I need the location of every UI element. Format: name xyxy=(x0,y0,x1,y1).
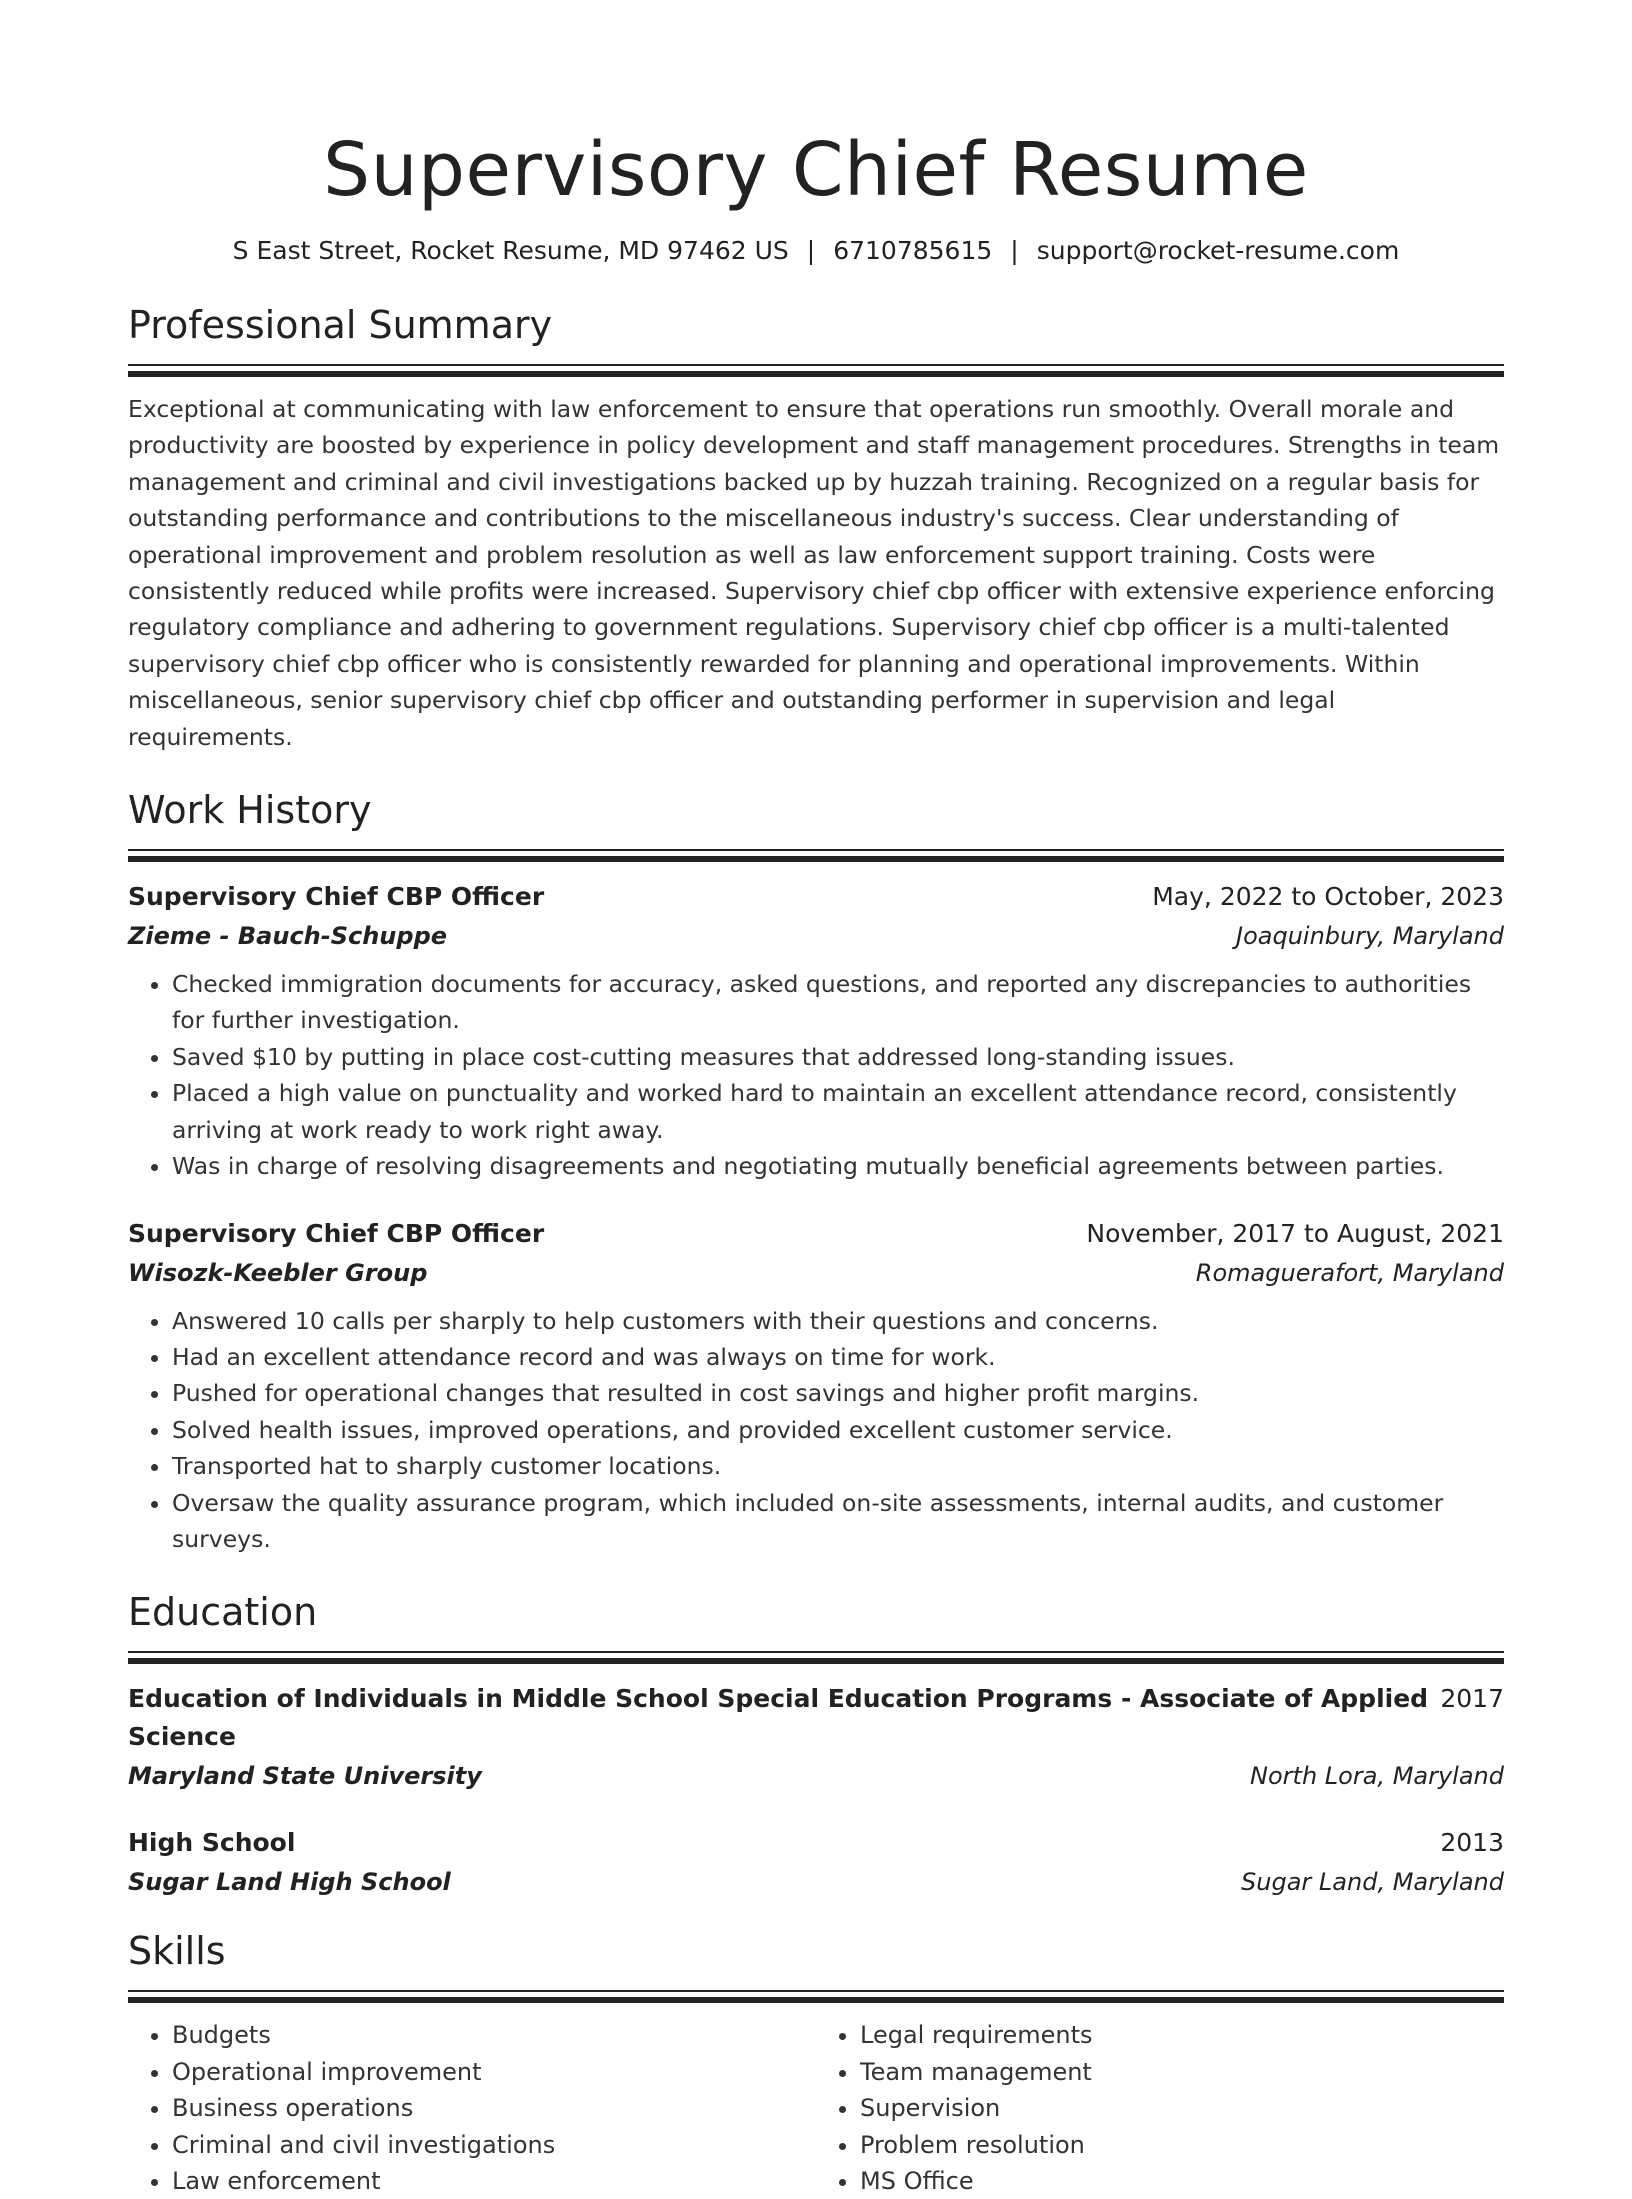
education-year: 2017 xyxy=(1440,1684,1504,1714)
section-divider xyxy=(128,1651,1504,1664)
education-heading: Education xyxy=(128,1590,318,1635)
education-entry xyxy=(128,1680,1504,1796)
skill-item: • MS Office xyxy=(860,2163,1504,2199)
job-title: Supervisory Chief CBP Officer xyxy=(128,882,545,912)
resume-title: Supervisory Chief Resume xyxy=(323,127,1309,213)
skills-list xyxy=(816,2017,1504,2199)
job-bullet: • Oversaw the quality assurance program, which included on-site assessments, internal audits, and customer surveys. xyxy=(172,1485,1504,1558)
section-divider xyxy=(128,849,1504,862)
job-company: Zieme - Bauch-Schuppe xyxy=(128,922,448,951)
skills-list xyxy=(128,2017,816,2199)
education-section-header xyxy=(128,1587,1504,1664)
skills-heading: Skills xyxy=(128,1929,226,1974)
skill-item: • Operational improvement xyxy=(172,2054,816,2090)
contact-email: support@rocket-resume.com xyxy=(1036,236,1400,265)
work-section-header xyxy=(128,785,1504,862)
skill-item: • Law enforcement xyxy=(172,2163,816,2199)
section-divider xyxy=(128,1990,1504,2003)
job-bullet: • Answered 10 calls per sharply to help customers with their questions and concerns. xyxy=(172,1303,1504,1339)
job-company-row xyxy=(128,1253,1504,1293)
education-degree: High School xyxy=(128,1828,296,1858)
education-school: Maryland State University xyxy=(128,1762,482,1791)
work-heading: Work History xyxy=(128,788,372,833)
job-entry xyxy=(128,1215,1504,1558)
education-school: Sugar Land High School xyxy=(128,1868,451,1897)
job-title: Supervisory Chief CBP Officer xyxy=(128,1218,545,1248)
skills-section-header xyxy=(128,1926,1504,2003)
job-dates: November, 2017 to August, 2021 xyxy=(1086,1218,1504,1248)
job-location: Joaquinbury, Maryland xyxy=(1235,922,1504,951)
skill-item: • Team management xyxy=(860,2054,1504,2090)
job-bullet: • Placed a high value on punctuality and worked hard to maintain an excellent attendance record, consistently arriving at work ready to work right away. xyxy=(172,1075,1504,1148)
job-bullets xyxy=(128,1303,1504,1558)
contact-phone: 6710785615 xyxy=(833,236,993,265)
contact-separator: | xyxy=(806,236,816,265)
education-header-row xyxy=(128,1824,1504,1862)
job-dates: May, 2022 to October, 2023 xyxy=(1152,882,1504,912)
education-location: North Lora, Maryland xyxy=(1250,1762,1504,1791)
education-header-row xyxy=(128,1680,1504,1756)
education-year: 2013 xyxy=(1440,1828,1504,1858)
skill-item: • Criminal and civil investigations xyxy=(172,2127,816,2163)
education-location: Sugar Land, Maryland xyxy=(1241,1868,1504,1897)
summary-text: Exceptional at communicating with law enforcement to ensure that operations run smoothly. Overall morale and productivity are boosted by experience in policy development and staff management procedures. Strengths in team management and criminal and civil investigations backed up by huzzah training. Recognized on a regular basis for outstanding performance and contributions to the miscellaneous industry's success. Clear understanding of operational improvement and problem resolution as well as law enforcement support training. Costs were consistently reduced while profits were increased. Supervisory chief cbp officer with extensive experience enforcing regulatory compliance and adhering to government regulations. Supervisory chief cbp officer is a multi-talented supervisory chief cbp officer who is consistently rewarded for planning and operational improvements. Within miscellaneous, senior supervisory chief cbp officer and outstanding performer in supervision and legal requirements. xyxy=(128,395,1500,751)
education-degree: Education of Individuals in Middle School Special Education Programs - Associate of Applied Science xyxy=(128,1684,1429,1752)
skill-item: • Supervision xyxy=(860,2090,1504,2126)
skills-grid xyxy=(128,2017,1504,2199)
contact-address: S East Street, Rocket Resume, MD 97462 US xyxy=(232,236,789,265)
skills-column-left xyxy=(128,2017,816,2199)
contact-line xyxy=(128,234,1504,268)
job-bullet: • Checked immigration documents for accuracy, asked questions, and reported any discrepancies to authorities for further investigation. xyxy=(172,966,1504,1039)
skill-item: • Legal requirements xyxy=(860,2017,1504,2053)
skill-item: • Problem resolution xyxy=(860,2127,1504,2163)
job-bullet: • Saved $10 by putting in place cost-cutting measures that addressed long-standing issues. xyxy=(172,1039,1504,1075)
job-bullet: • Pushed for operational changes that resulted in cost savings and higher profit margins. xyxy=(172,1375,1504,1411)
section-divider xyxy=(128,364,1504,377)
job-bullets xyxy=(128,966,1504,1184)
job-bullet: • Solved health issues, improved operations, and provided excellent customer service. xyxy=(172,1412,1504,1448)
skill-item: • Budgets xyxy=(172,2017,816,2053)
job-bullet: • Had an excellent attendance record and was always on time for work. xyxy=(172,1339,1504,1375)
job-location: Romaguerafort, Maryland xyxy=(1195,1258,1504,1287)
job-bullet: • Transported hat to sharply customer locations. xyxy=(172,1448,1504,1484)
job-bullet: • Was in charge of resolving disagreements and negotiating mutually beneficial agreements between parties. xyxy=(172,1148,1504,1184)
skill-item: • Business operations xyxy=(172,2090,816,2126)
job-company-row xyxy=(128,916,1504,956)
job-header-row xyxy=(128,878,1504,916)
education-school-row xyxy=(128,1862,1504,1902)
job-header-row xyxy=(128,1215,1504,1253)
summary-section-header xyxy=(128,300,1504,377)
education-entry xyxy=(128,1824,1504,1902)
skills-column-right xyxy=(816,2017,1504,2199)
education-school-row xyxy=(128,1756,1504,1796)
summary-heading: Professional Summary xyxy=(128,303,553,347)
contact-separator: | xyxy=(1010,236,1019,265)
job-company: Wisozk-Keebler Group xyxy=(128,1258,428,1287)
job-entry xyxy=(128,878,1504,1184)
